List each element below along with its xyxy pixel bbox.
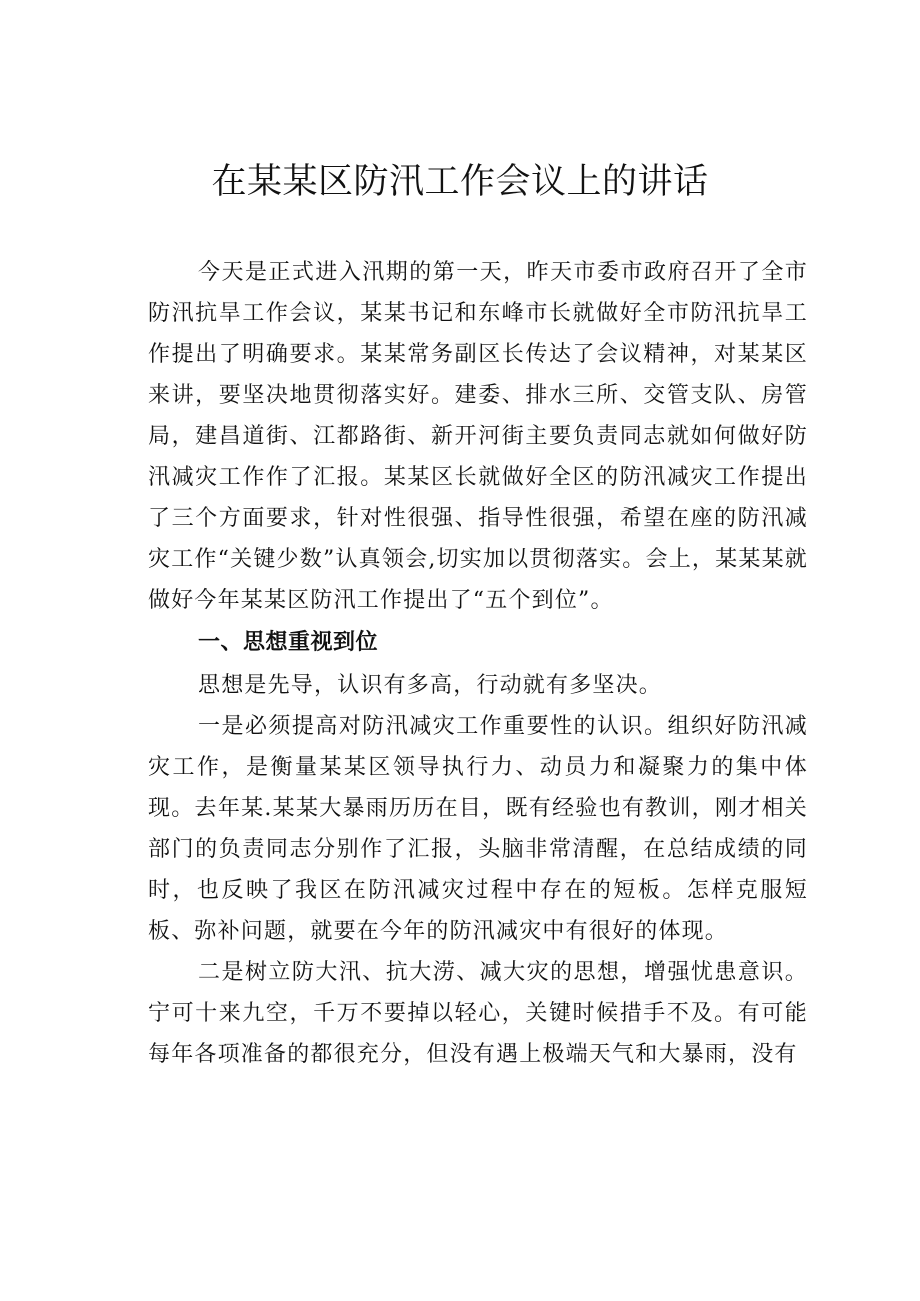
section-paragraph-2: 一是必须提高对防汛减灾工作重要性的认识。组织好防汛减灾工作，是衡量某某区领导执行力、动员力和凝聚力的集中体现。去年某.某某大暴雨历历在目，既有经验也有教训，刚才相关部门的负责同志分别作了汇报，头脑非常清醒，在总结成绩的同时，也反映了我区在防汛减灾过程中存在的短板。怎样克服短板、弥补问题，就要在今年的防汛减灾中有很好的体现。: [148, 714, 808, 944]
section-paragraph-1: 思想是先导，认识有多高，行动就有多坚决。: [198, 673, 663, 698]
document-title: 在某某区防汛工作会议上的讲话: [211, 162, 709, 202]
section-heading: 一、思想重视到位: [198, 630, 379, 655]
document-body: [148, 252, 808, 1075]
section-paragraph-3: 二是树立防大汛、抗大涝、减大灾的思想，增强忧患意识。宁可十来九空，千万不要掉以轻心，关键时候措手不及。有可能每年各项准备的都很充分，但没有遇上极端天气和大暴雨，没有: [148, 960, 808, 1067]
intro-paragraph: 今天是正式进入汛期的第一天，昨天市委市政府召开了全市防汛抗旱工作会议，某某书记和东峰市长就做好全市防汛抗旱工作提出了明确要求。某某常务副区长传达了会议精神，对某某区来讲，要坚决地贯彻落实好。建委、排水三所、交管支队、房管局，建昌道街、江都路街、新开河街主要负责同志就如何做好防汛减灾工作作了汇报。某某区长就做好全区的防汛减灾工作提出了三个方面要求，针对性很强、指导性很强，希望在座的防汛减灾工作“关键少数”认真领会,切实加以贯彻落实。会上，某某某就做好今年某某区防汛工作提出了“五个到位”。: [148, 260, 808, 613]
